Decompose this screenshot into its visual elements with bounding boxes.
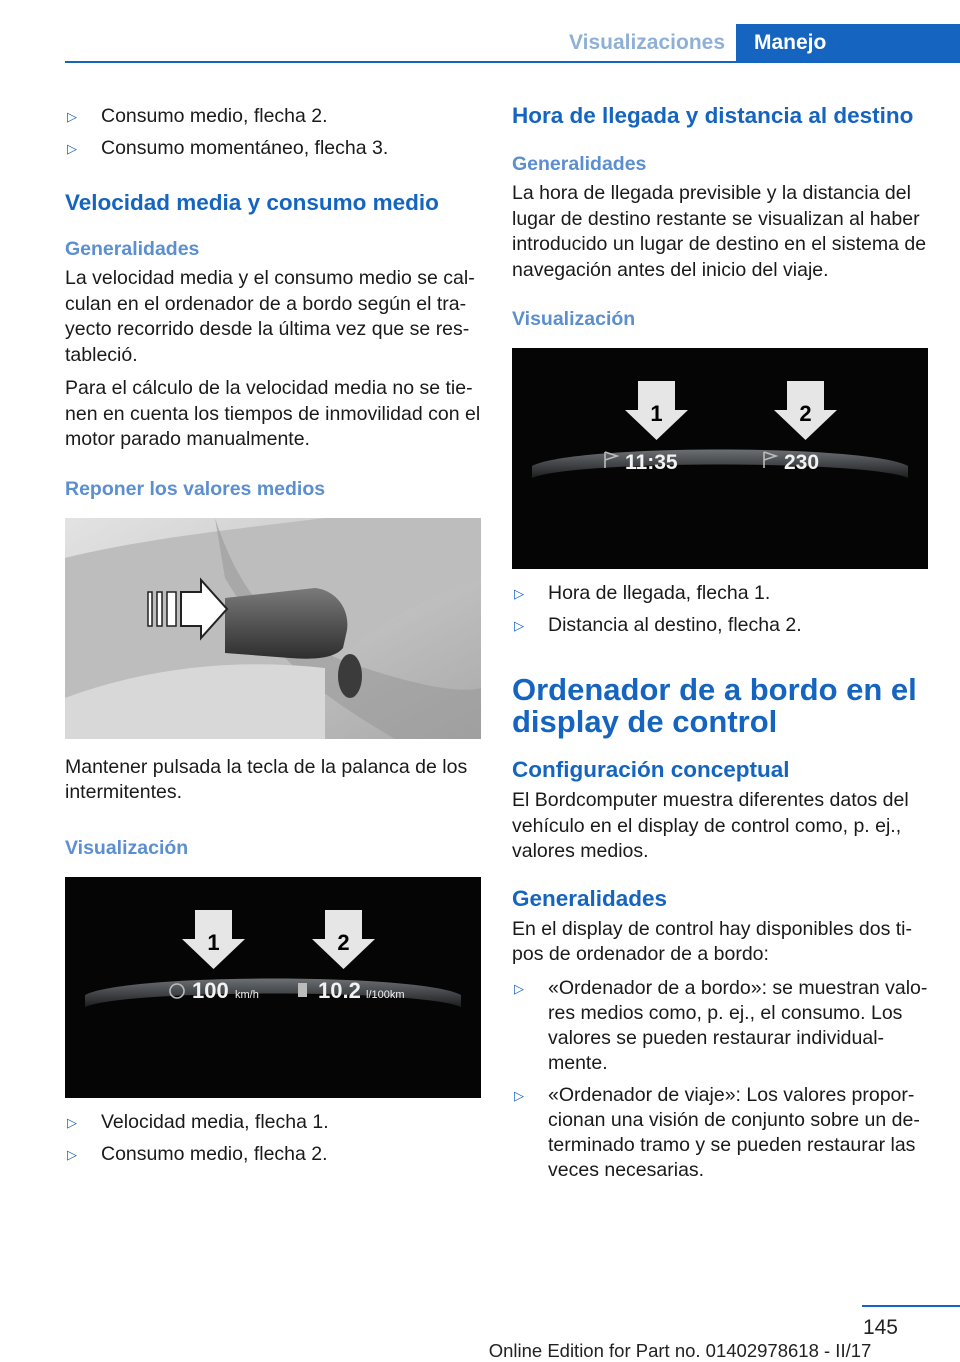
subheading: Visualización [65,836,189,859]
arrival-display-image [512,348,928,569]
triangle-bullet-icon: ▷ [514,1087,524,1103]
subheading: Visualización [512,308,636,330]
header-rule [65,61,960,63]
footer-rule [862,1305,960,1307]
edition-footer: Online Edition for Part no. 01402978618 - II/17 [488,1340,872,1361]
left-column [65,100,481,1174]
paragraph: El Bordcomputer muestra diferentes datos del vehículo en el display de control como, p. ej., valores medios. [512,789,909,862]
right-column [512,100,928,1190]
average-consumption-value: 10.2 [318,977,361,1003]
instrument-display-illustration [512,348,928,569]
list-item: ▷ Distancia al destino, flecha 2. [514,614,802,636]
fuel-pump-icon [298,983,307,997]
list-item: ▷ Consumo momentáneo, flecha 3. [67,137,389,159]
triangle-bullet-icon: ▷ [67,1146,77,1162]
instrument-display-illustration [65,877,481,1098]
page-number: 145 [862,1316,898,1339]
triangle-bullet-icon: ▷ [514,618,524,633]
average-speed-unit: km/h [235,988,259,1001]
triangle-bullet-icon: ▷ [67,109,77,124]
arrival-time-value: 11:35 [625,451,678,474]
arrow-label-1: 1 [650,401,663,426]
subheading: Generalidades [512,153,647,175]
header-section-tab: Visualizaciones [568,31,726,54]
section-heading: Configuración conceptual [512,757,790,782]
section-heading: Generalidades [512,885,668,911]
triangle-bullet-icon: ▷ [514,980,524,996]
paragraph: La velocidad media y el consumo medio se calculan en el ordenador de a bordo según el trayecto recorrido desde la última vez que se restableció. [65,267,475,366]
list-item: ▷ Hora de llegada, flecha 1. [514,582,771,604]
distance-value: 230 [784,451,820,474]
section-title: Hora de llegada y distancia al destino [512,103,914,128]
subheading: Reponer los valores medios [65,477,326,500]
triangle-bullet-icon: ▷ [514,586,524,601]
list-item: ▷ Velocidad media, flecha 1. [67,1110,329,1133]
subheading: Generalidades [65,238,200,260]
triangle-bullet-icon: ▷ [67,141,77,156]
paragraph: Para el cálculo de la velocidad media no se tienen en cuenta los tiempos de inmovilidad con el motor parado manualmente. [65,377,481,450]
arrow-label-1: 1 [207,929,220,955]
list-item: ▷ «Ordenador de viaje»: Los valores proporcionan una visión de conjunto sobre un determinado tramo y se pueden restaurar las veces necesarias. [514,1083,920,1181]
list-item: ▷ Consumo medio, flecha 2. [67,1142,328,1165]
average-speed-value: 100 [192,977,229,1003]
photo-caption: Mantener pulsada la tecla de la palanca de los intermitentes. [65,755,468,803]
list-item: ▷ «Ordenador de a bordo»: se muestran valores medios como, p. ej., el consumo. Los valores se pueden restaurar individualmente. [514,976,928,1074]
arrow-label-2: 2 [799,401,812,426]
paragraph: En el display de control hay disponibles dos tipos de ordenador de a bordo: [512,917,912,965]
paragraph: La hora de llegada previsible y la distancia del lugar de destino restante se visualizan al haber introducido un lugar de destino en el sistema de navegación antes del inicio del viaje. [512,182,927,281]
average-values-display-image [65,877,481,1098]
turn-signal-lever-photo [65,518,481,739]
chapter-title: Ordenador de a bordo en el display de control [512,672,917,739]
header-active-tab: Manejo [736,24,960,62]
triangle-bullet-icon: ▷ [67,1114,77,1130]
average-consumption-unit: l/100km [366,988,405,1001]
list-item: ▷ Consumo medio, flecha 2. [67,105,328,127]
turn-signal-lever-illustration [65,518,481,739]
arrow-label-2: 2 [337,929,350,955]
section-title: Velocidad media y consumo medio [65,190,439,215]
